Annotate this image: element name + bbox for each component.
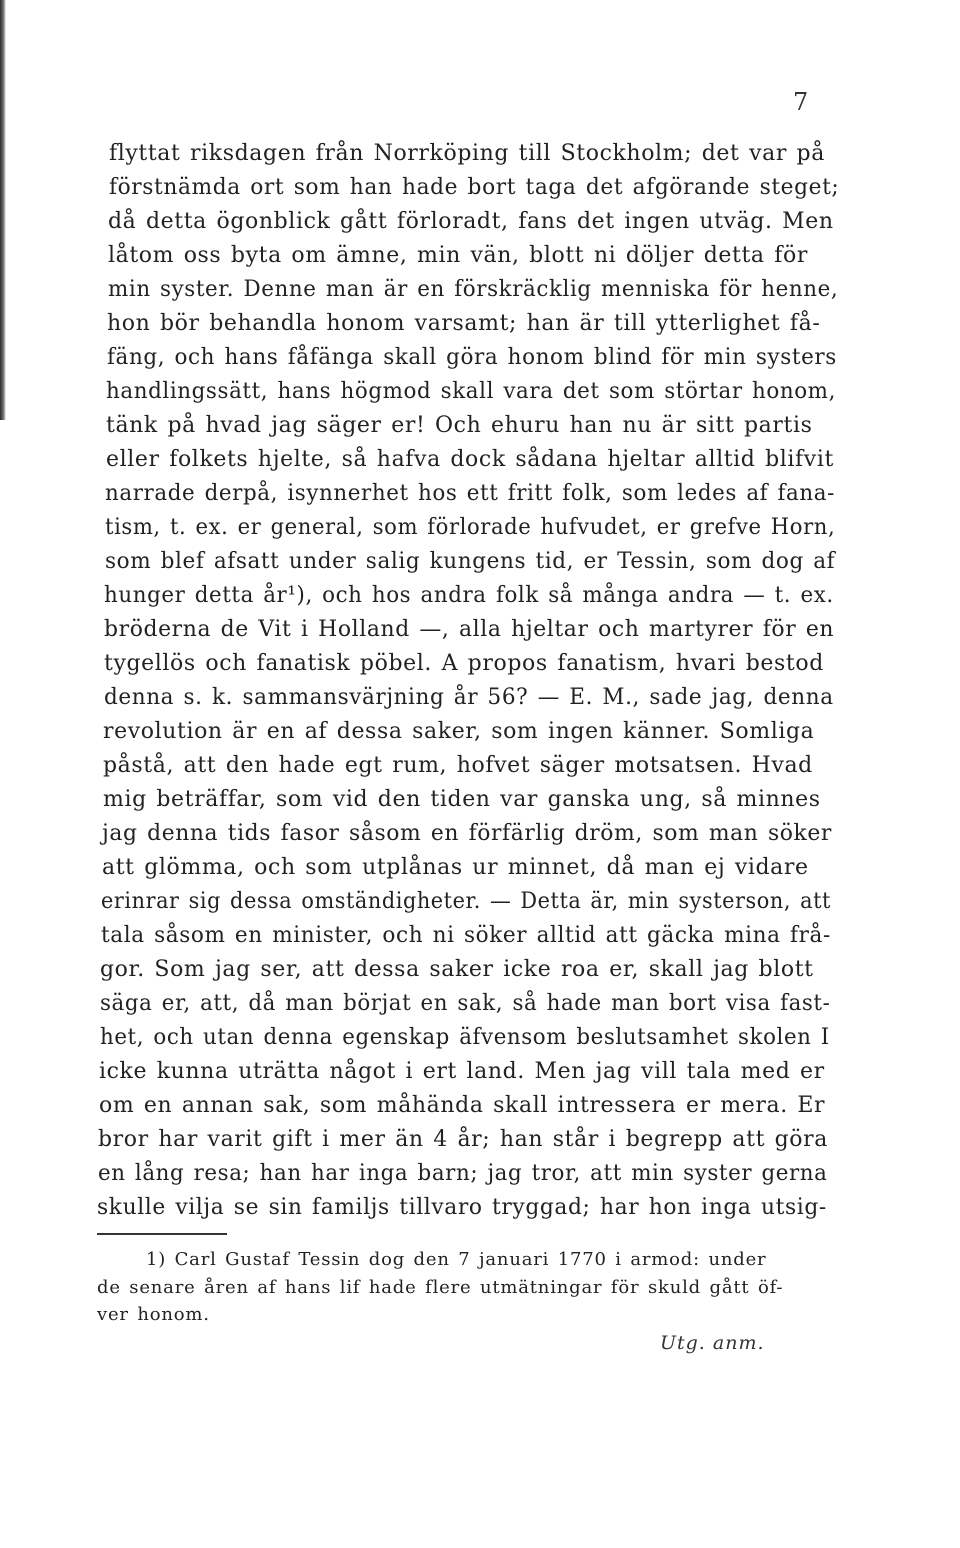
text-line: om en annan sak, som måhända skall intressera er mera. Er: [99, 1093, 826, 1118]
page-binding-edge: [0, 0, 6, 420]
text-line: tygellös och fanatisk pöbel. A propos fanatism, hvari bestod: [104, 651, 824, 676]
text-line: att glömma, och som utplånas ur minnet, då man ej vidare: [102, 855, 809, 880]
text-line: mig beträffar, som vid den tiden var ganska ung, så minnes: [103, 787, 821, 812]
text-line: som blef afsatt under salig kungens tid, er Tessin, som dog af: [105, 549, 836, 574]
text-line: bröderna de Vit i Holland —, alla hjeltar och martyrer för en: [104, 617, 835, 642]
text-line: tänk på hvad jag säger er! Och ehuru han nu är sitt partis: [106, 413, 813, 438]
text-line: tala såsom en minister, och ni söker alltid att gäcka mina frå-: [101, 923, 831, 948]
text-line: hunger detta år¹), och hos andra folk så många andra — t. ex.: [104, 583, 834, 608]
text-line: erinrar sig dessa omständigheter. — Detta är, min systerson, att: [101, 889, 831, 914]
text-line: fäng, och hans fåfänga skall göra honom blind för min systers: [107, 345, 837, 370]
text-line: min syster. Denne man är en förskräcklig menniska för henne,: [108, 277, 839, 302]
text-line: eller folkets hjelte, så hafva dock sådana hjeltar alltid blifvit: [106, 447, 834, 472]
text-line: då detta ögonblick gått förloradt, fans det ingen utväg. Men: [108, 209, 834, 234]
text-line: säga er, att, då man börjat en sak, så hade man bort visa fast-: [100, 991, 831, 1016]
text-line: tism, t. ex. er general, som förlorade hufvudet, er grefve Horn,: [105, 515, 836, 540]
text-line: handlingssätt, hans högmod skall vara det som störtar honom,: [106, 379, 836, 404]
text-line: en lång resa; han har inga barn; jag tror, att min syster gerna: [98, 1161, 828, 1186]
text-line: denna s. k. sammansvärjning år 56? — E. M., sade jag, denna: [104, 685, 834, 710]
text-line: het, och utan denna egenskap äfvensom beslutsamhet skolen I: [100, 1025, 830, 1050]
text-line: gor. Som jag ser, att dessa saker icke roa er, skall jag blott: [100, 957, 814, 982]
text-line: narrade derpå, isynnerhet hos ett fritt folk, som ledes af fana-: [105, 481, 835, 506]
footnote-line: 1) Carl Gustaf Tessin dog den 7 januari 1770 i armod: under: [146, 1249, 767, 1270]
footnote-line: ver honom.: [97, 1304, 210, 1325]
page-number: 7: [793, 88, 809, 116]
footnote-line: de senare åren af hans lif hade flere utmätningar för skuld gått öf-: [97, 1277, 784, 1298]
text-line: icke kunna uträtta något i ert land. Men jag vill tala med er: [99, 1059, 825, 1084]
text-line: låtom oss byta om ämne, min vän, blott ni döljer detta för: [108, 243, 808, 268]
text-line: skulle vilja se sin familjs tillvaro tryggad; har hon inga utsig-: [97, 1195, 827, 1220]
text-line: bror har varit gift i mer än 4 år; han står i begrepp att göra: [98, 1127, 828, 1152]
text-line: påstå, att den hade egt rum, hofvet säger motsatsen. Hvad: [103, 753, 813, 778]
text-line: revolution är en af dessa saker, som ingen känner. Somliga: [103, 719, 815, 744]
footnote-rule: [97, 1233, 227, 1235]
text-line: flyttat riksdagen från Norrköping till Stockholm; det var på: [109, 141, 825, 166]
text-line: förstnämda ort som han hade bort taga det afgörande steget;: [109, 175, 840, 200]
text-line: jag denna tids fasor såsom en förfärlig dröm, som man söker: [102, 821, 832, 846]
footnote-signature: Utg. anm.: [660, 1332, 765, 1354]
text-line: hon bör behandla honom varsamt; han är till ytterlighet få-: [107, 311, 821, 336]
